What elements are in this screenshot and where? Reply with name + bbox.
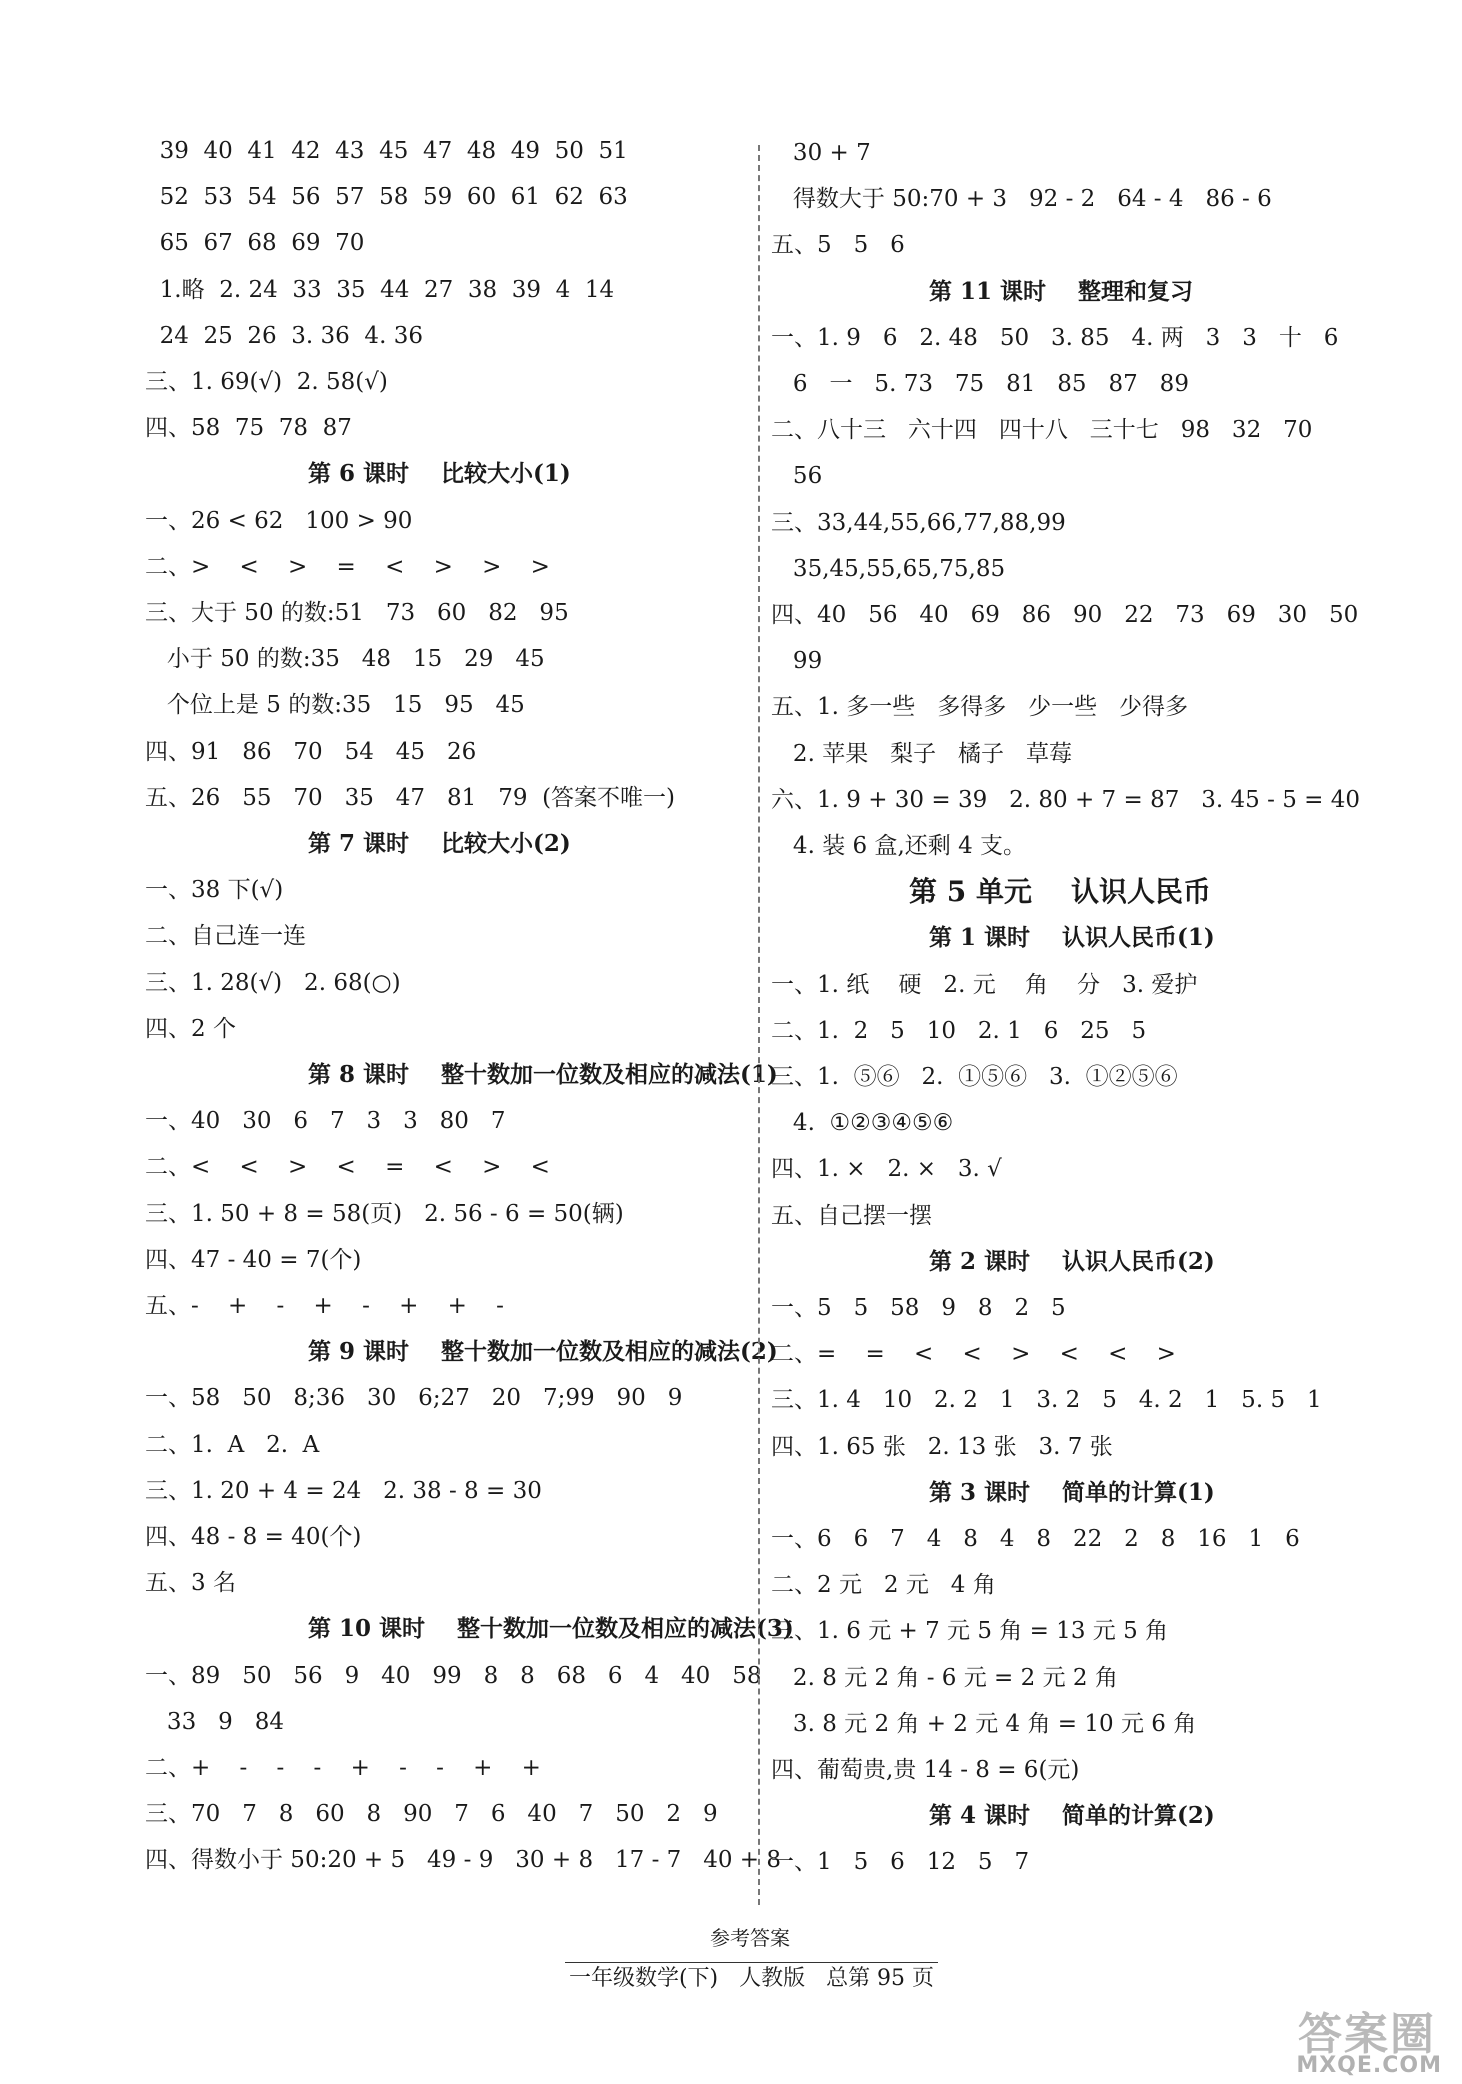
answer-line: 五、- + - + - + + - <box>145 1293 504 1319</box>
watermark-logo: 答案圈 <box>1298 2009 1436 2060</box>
answer-line: 4. 装 6 盒,还剩 4 支。 <box>771 833 1027 859</box>
answer-line: 三、1. 4 10 2. 2 1 3. 2 5 4. 2 1 5. 5 1 <box>771 1387 1322 1414</box>
answer-line: 65 67 68 69 70 <box>145 230 365 257</box>
answer-line: 一、1. 纸 硬 2. 元 角 分 3. 爱护 <box>771 971 1198 998</box>
answer-line: 一、38 下(√) <box>145 877 284 904</box>
lesson-heading: 第 4 课时 简单的计算(2) <box>929 1802 1215 1830</box>
lesson-heading: 第 10 课时 整十数加一位数及相应的减法(3) <box>308 1615 794 1643</box>
lesson-heading: 第 1 课时 认识人民币(1) <box>929 924 1215 952</box>
answer-line: 五、5 5 6 <box>771 232 905 259</box>
lesson-heading: 第 7 课时 比较大小(2) <box>308 830 571 857</box>
answer-line: 1.略 2. 24 33 35 44 27 38 39 4 14 <box>145 276 615 303</box>
lesson-heading: 第 8 课时 整十数加一位数及相应的减法(1) <box>308 1061 778 1088</box>
lesson-heading: 第 9 课时 整十数加一位数及相应的减法(2) <box>308 1338 778 1366</box>
answer-line: 33 9 84 <box>145 1708 284 1735</box>
watermark <box>1232 1998 1442 2078</box>
answer-line: 99 <box>771 648 823 675</box>
answer-line: 6 一 5. 73 75 81 85 87 89 <box>771 371 1189 397</box>
answer-line: 五、1. 多一些 多得多 少一些 少得多 <box>771 694 1189 721</box>
answer-line: 五、3 名 <box>145 1570 236 1597</box>
answer-line: 4. ①②③④⑤⑥ <box>771 1110 954 1137</box>
answer-line: 一、1. 9 6 2. 48 50 3. 85 4. 两 3 3 十 6 <box>771 324 1339 351</box>
footer-title: 参考答案 <box>710 1926 790 1950</box>
lesson-heading: 第 6 课时 比较大小(1) <box>308 460 571 488</box>
answer-line: 三、1. ⑤⑥ 2. ①⑤⑥ 3. ①②⑤⑥ <box>771 1064 1178 1090</box>
answer-line: 一、5 5 58 9 8 2 5 <box>771 1295 1066 1321</box>
answer-line: 二、自己连一连 <box>145 923 306 950</box>
answer-line: 2. 苹果 梨子 橘子 草莓 <box>771 740 1072 767</box>
answer-line: 三、大于 50 的数:51 73 60 82 95 <box>145 600 569 626</box>
answer-line: 四、48 - 8 = 40(个) <box>145 1524 362 1550</box>
watermark-url: MXQE.COM <box>1296 2053 1442 2078</box>
answer-line: 三、1. 28(√) 2. 68(○) <box>145 969 401 996</box>
footer-page-info: 一年级数学(下) 人教版 总第 95 页 <box>568 1966 935 1991</box>
answer-line: 39 40 41 42 43 45 47 48 49 50 51 <box>145 138 628 164</box>
answer-line: 四、40 56 40 69 86 90 22 73 69 30 50 <box>771 602 1359 628</box>
answer-line: 二、+ - - - + - - + + <box>145 1755 541 1781</box>
answer-line: 个位上是 5 的数:35 15 95 45 <box>145 692 525 719</box>
answer-line: 四、葡萄贵,贵 14 - 8 = 6(元) <box>771 1757 1080 1783</box>
answer-line: 三、1. 6 元 + 7 元 5 角 = 13 元 5 角 <box>771 1618 1169 1645</box>
answer-line: 五、自己摆一摆 <box>771 1202 932 1229</box>
answer-line: 六、1. 9 + 30 = 39 2. 80 + 7 = 87 3. 45 - 5 = 40 <box>771 786 1360 813</box>
answer-line: 56 <box>771 463 823 490</box>
answer-line: 三、70 7 8 60 8 90 7 6 40 7 50 2 9 <box>145 1801 718 1828</box>
footer-rule <box>565 1962 938 1963</box>
lesson-heading: 第 3 课时 简单的计算(1) <box>929 1478 1215 1506</box>
answer-line: 二、< < > < = < > < <box>145 1154 550 1181</box>
answer-line: 一、40 30 6 7 3 3 80 7 <box>145 1108 506 1135</box>
answer-line: 一、6 6 7 4 8 4 8 22 2 8 16 1 6 <box>771 1526 1300 1552</box>
answer-line: 二、> < > = < > > > <box>145 553 550 580</box>
answer-line: 二、2 元 2 元 4 角 <box>771 1572 996 1599</box>
answer-line: 三、1. 69(√) 2. 58(√) <box>145 369 388 395</box>
answer-line: 35,45,55,65,75,85 <box>771 555 1006 582</box>
answer-line: 四、47 - 40 = 7(个) <box>145 1246 362 1273</box>
answer-line: 四、91 86 70 54 45 26 <box>145 738 477 765</box>
answer-line: 一、26 < 62 100 > 90 <box>145 507 413 534</box>
answer-line: 一、58 50 8;36 30 6;27 20 7;99 90 9 <box>145 1385 683 1412</box>
answer-line: 四、得数小于 50:20 + 5 49 - 9 30 + 8 17 - 7 40 + 8 <box>145 1847 782 1874</box>
answer-line: 3. 8 元 2 角 + 2 元 4 角 = 10 元 6 角 <box>771 1710 1197 1737</box>
answer-line: 三、33,44,55,66,77,88,99 <box>771 509 1066 536</box>
answer-line: 三、1. 50 + 8 = 58(页) 2. 56 - 6 = 50(辆) <box>145 1200 624 1227</box>
answer-line: 得数大于 50:70 + 3 92 - 2 64 - 4 86 - 6 <box>771 186 1272 213</box>
answer-line: 三、1. 20 + 4 = 24 2. 38 - 8 = 30 <box>145 1477 542 1504</box>
unit-heading: 第 5 单元 认识人民币 <box>909 875 1211 909</box>
answer-line: 四、58 75 78 87 <box>145 415 352 442</box>
column-divider <box>758 145 760 1905</box>
answer-line: 二、1. 2 5 10 2. 1 6 25 5 <box>771 1017 1147 1044</box>
answer-line: 五、26 55 70 35 47 81 79 (答案不唯一) <box>145 784 676 811</box>
answer-line: 52 53 54 56 57 58 59 60 61 62 63 <box>145 184 628 211</box>
answer-line: 四、1. × 2. × 3. √ <box>771 1156 1002 1183</box>
answer-line: 二、八十三 六十四 四十八 三十七 98 32 70 <box>771 417 1313 444</box>
lesson-heading: 第 11 课时 整理和复习 <box>929 277 1194 305</box>
answer-line: 24 25 26 3. 36 4. 36 <box>145 322 423 349</box>
answer-line: 四、2 个 <box>145 1015 236 1042</box>
answer-line: 四、1. 65 张 2. 13 张 3. 7 张 <box>771 1433 1113 1460</box>
answer-line: 一、89 50 56 9 40 99 8 8 68 6 4 40 58 <box>145 1662 762 1689</box>
answer-line: 二、1. A 2. A <box>145 1431 320 1458</box>
answer-line: 小于 50 的数:35 48 15 29 45 <box>145 646 545 673</box>
answer-line: 2. 8 元 2 角 - 6 元 = 2 元 2 角 <box>771 1664 1118 1691</box>
answer-line: 30 + 7 <box>771 140 871 166</box>
answer-line: 一、1 5 6 12 5 7 <box>771 1849 1030 1876</box>
answer-line: 二、= = < < > < < > <box>771 1341 1176 1368</box>
lesson-heading: 第 2 课时 认识人民币(2) <box>929 1247 1215 1275</box>
